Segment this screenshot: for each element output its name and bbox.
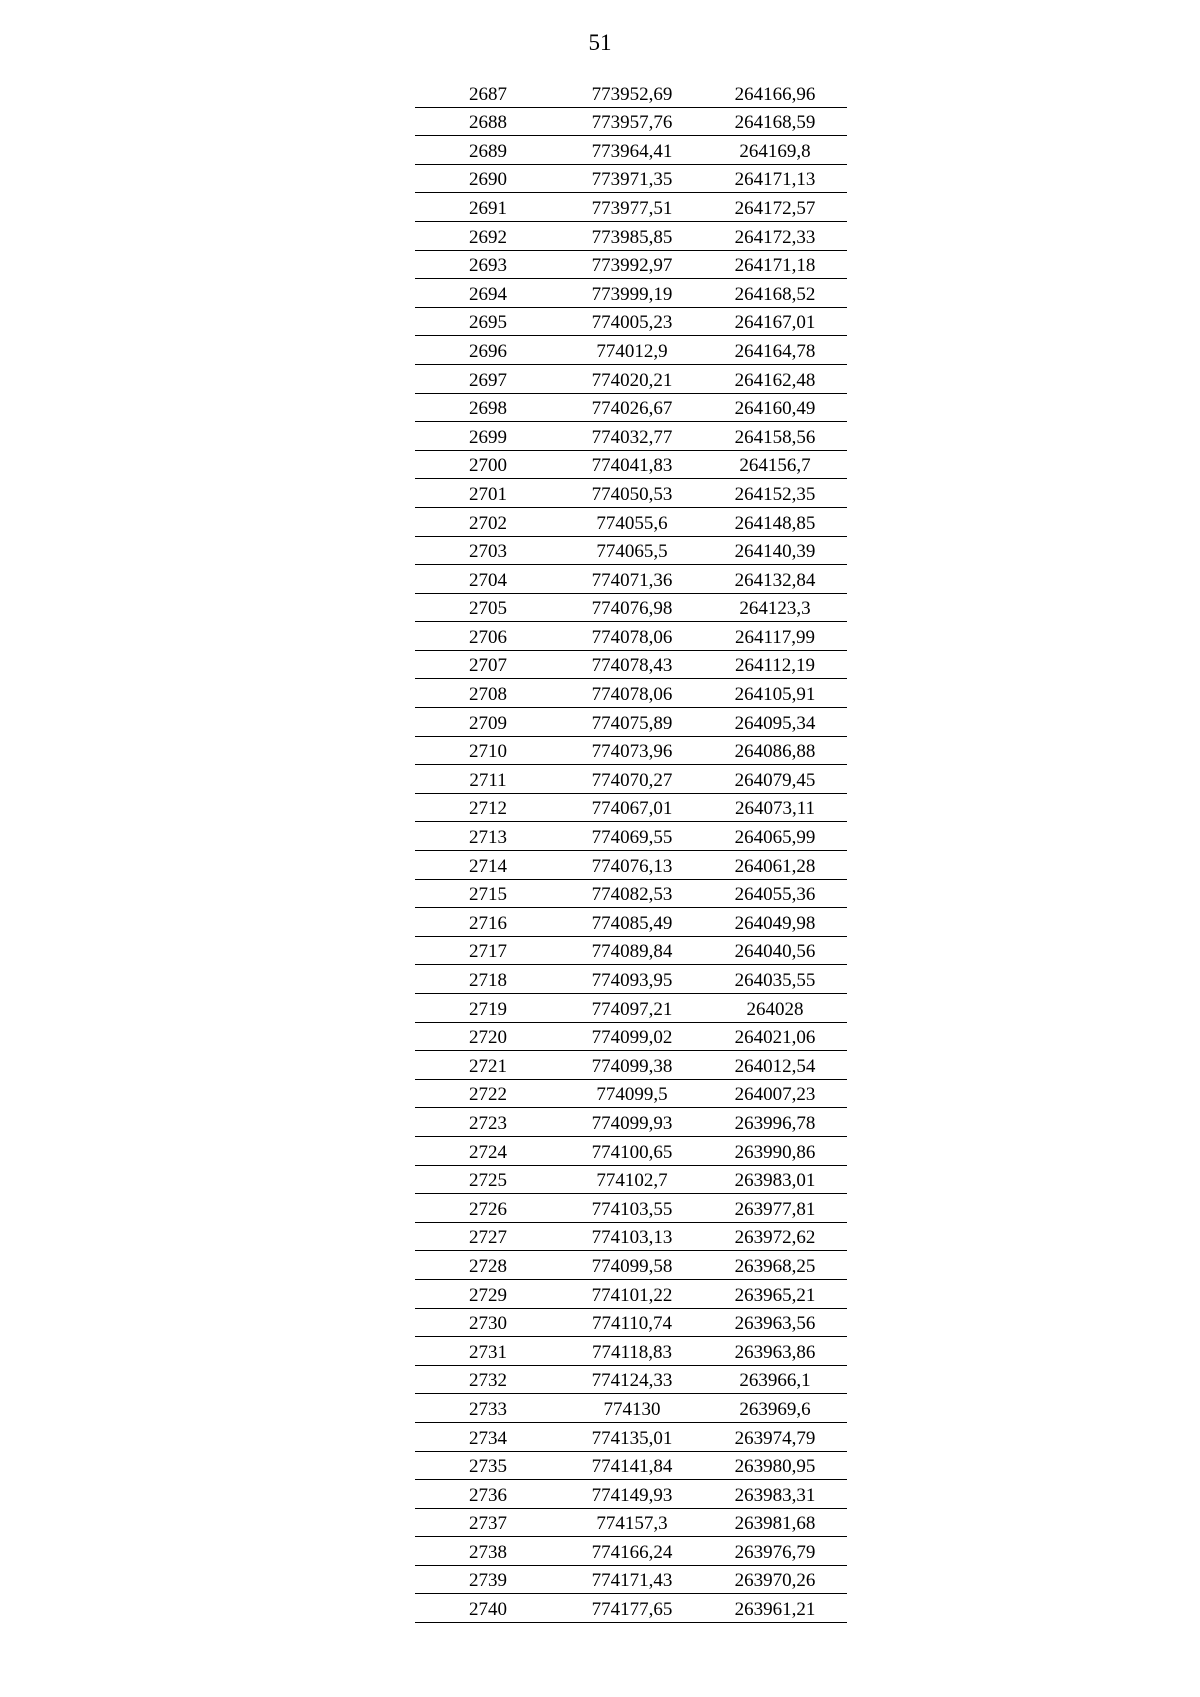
point-number-cell: 2708 bbox=[415, 679, 561, 708]
point-number-cell: 2689 bbox=[415, 136, 561, 165]
point-number-cell: 2740 bbox=[415, 1594, 561, 1623]
point-number-cell: 2710 bbox=[415, 736, 561, 765]
table-row bbox=[415, 879, 847, 908]
x-coordinate-cell: 774157,3 bbox=[561, 1508, 703, 1537]
point-number-cell: 2690 bbox=[415, 164, 561, 193]
x-coordinate-cell: 773957,76 bbox=[561, 107, 703, 136]
x-coordinate-cell: 774070,27 bbox=[561, 765, 703, 794]
y-coordinate-cell: 263963,56 bbox=[703, 1308, 847, 1337]
table-row bbox=[415, 164, 847, 193]
point-number-cell: 2692 bbox=[415, 221, 561, 250]
y-coordinate-cell: 263977,81 bbox=[703, 1194, 847, 1223]
table-row bbox=[415, 593, 847, 622]
x-coordinate-cell: 774041,83 bbox=[561, 450, 703, 479]
table-row bbox=[415, 479, 847, 508]
point-number-cell: 2688 bbox=[415, 107, 561, 136]
table-row bbox=[415, 1136, 847, 1165]
table-row bbox=[415, 650, 847, 679]
table-row bbox=[415, 1565, 847, 1594]
x-coordinate-cell: 774124,33 bbox=[561, 1365, 703, 1394]
point-number-cell: 2717 bbox=[415, 936, 561, 965]
x-coordinate-cell: 774073,96 bbox=[561, 736, 703, 765]
table-row bbox=[415, 1308, 847, 1337]
x-coordinate-cell: 773985,85 bbox=[561, 221, 703, 250]
table-row bbox=[415, 1422, 847, 1451]
x-coordinate-cell: 774103,55 bbox=[561, 1194, 703, 1223]
point-number-cell: 2694 bbox=[415, 279, 561, 308]
y-coordinate-cell: 263968,25 bbox=[703, 1251, 847, 1280]
x-coordinate-cell: 773977,51 bbox=[561, 193, 703, 222]
x-coordinate-cell: 773992,97 bbox=[561, 250, 703, 279]
x-coordinate-cell: 774005,23 bbox=[561, 307, 703, 336]
y-coordinate-cell: 264158,56 bbox=[703, 422, 847, 451]
y-coordinate-cell: 264105,91 bbox=[703, 679, 847, 708]
point-number-cell: 2696 bbox=[415, 336, 561, 365]
x-coordinate-cell: 773971,35 bbox=[561, 164, 703, 193]
point-number-cell: 2712 bbox=[415, 793, 561, 822]
x-coordinate-cell: 774177,65 bbox=[561, 1594, 703, 1623]
point-number-cell: 2716 bbox=[415, 908, 561, 937]
x-coordinate-cell: 774067,01 bbox=[561, 793, 703, 822]
point-number-cell: 2733 bbox=[415, 1394, 561, 1423]
x-coordinate-cell: 774076,98 bbox=[561, 593, 703, 622]
y-coordinate-cell: 264156,7 bbox=[703, 450, 847, 479]
point-number-cell: 2697 bbox=[415, 364, 561, 393]
y-coordinate-cell: 264168,59 bbox=[703, 107, 847, 136]
y-coordinate-cell: 263961,21 bbox=[703, 1594, 847, 1623]
y-coordinate-cell: 264040,56 bbox=[703, 936, 847, 965]
x-coordinate-cell: 774141,84 bbox=[561, 1451, 703, 1480]
table-row bbox=[415, 1451, 847, 1480]
point-number-cell: 2702 bbox=[415, 507, 561, 536]
x-coordinate-cell: 774078,06 bbox=[561, 622, 703, 651]
table-row bbox=[415, 965, 847, 994]
y-coordinate-cell: 264148,85 bbox=[703, 507, 847, 536]
table-row bbox=[415, 507, 847, 536]
point-number-cell: 2699 bbox=[415, 422, 561, 451]
point-number-cell: 2736 bbox=[415, 1480, 561, 1509]
x-coordinate-cell: 773999,19 bbox=[561, 279, 703, 308]
point-number-cell: 2705 bbox=[415, 593, 561, 622]
x-coordinate-cell: 774065,5 bbox=[561, 536, 703, 565]
y-coordinate-cell: 264079,45 bbox=[703, 765, 847, 794]
y-coordinate-cell: 263980,95 bbox=[703, 1451, 847, 1480]
table-row bbox=[415, 736, 847, 765]
y-coordinate-cell: 263969,6 bbox=[703, 1394, 847, 1423]
point-number-cell: 2701 bbox=[415, 479, 561, 508]
y-coordinate-cell: 264012,54 bbox=[703, 1051, 847, 1080]
point-number-cell: 2714 bbox=[415, 851, 561, 880]
table-row bbox=[415, 79, 847, 107]
y-coordinate-cell: 264049,98 bbox=[703, 908, 847, 937]
x-coordinate-cell: 774130 bbox=[561, 1394, 703, 1423]
table-row bbox=[415, 936, 847, 965]
table-row bbox=[415, 708, 847, 737]
x-coordinate-cell: 774075,89 bbox=[561, 708, 703, 737]
table-row bbox=[415, 822, 847, 851]
table-row bbox=[415, 1051, 847, 1080]
x-coordinate-cell: 774100,65 bbox=[561, 1136, 703, 1165]
table-row bbox=[415, 450, 847, 479]
point-number-cell: 2729 bbox=[415, 1279, 561, 1308]
y-coordinate-cell: 263990,86 bbox=[703, 1136, 847, 1165]
table-row bbox=[415, 565, 847, 594]
y-coordinate-cell: 263970,26 bbox=[703, 1565, 847, 1594]
y-coordinate-cell: 264164,78 bbox=[703, 336, 847, 365]
table-row bbox=[415, 136, 847, 165]
x-coordinate-cell: 774097,21 bbox=[561, 994, 703, 1023]
y-coordinate-cell: 264172,57 bbox=[703, 193, 847, 222]
point-number-cell: 2698 bbox=[415, 393, 561, 422]
table-row bbox=[415, 908, 847, 937]
point-number-cell: 2709 bbox=[415, 708, 561, 737]
point-number-cell: 2720 bbox=[415, 1022, 561, 1051]
table-row bbox=[415, 765, 847, 794]
x-coordinate-cell: 774055,6 bbox=[561, 507, 703, 536]
x-coordinate-cell: 774050,53 bbox=[561, 479, 703, 508]
x-coordinate-cell: 774069,55 bbox=[561, 822, 703, 851]
table-row bbox=[415, 1194, 847, 1223]
table-row bbox=[415, 307, 847, 336]
point-number-cell: 2713 bbox=[415, 822, 561, 851]
y-coordinate-cell: 264095,34 bbox=[703, 708, 847, 737]
y-coordinate-cell: 263983,01 bbox=[703, 1165, 847, 1194]
y-coordinate-cell: 264171,18 bbox=[703, 250, 847, 279]
point-number-cell: 2725 bbox=[415, 1165, 561, 1194]
point-number-cell: 2719 bbox=[415, 994, 561, 1023]
point-number-cell: 2726 bbox=[415, 1194, 561, 1223]
x-coordinate-cell: 774135,01 bbox=[561, 1422, 703, 1451]
table-row bbox=[415, 1108, 847, 1137]
x-coordinate-cell: 774102,7 bbox=[561, 1165, 703, 1194]
coordinate-table-body bbox=[415, 79, 847, 1623]
point-number-cell: 2732 bbox=[415, 1365, 561, 1394]
table-row bbox=[415, 1365, 847, 1394]
x-coordinate-cell: 774020,21 bbox=[561, 364, 703, 393]
table-row bbox=[415, 679, 847, 708]
point-number-cell: 2728 bbox=[415, 1251, 561, 1280]
table-row bbox=[415, 536, 847, 565]
point-number-cell: 2724 bbox=[415, 1136, 561, 1165]
table-row bbox=[415, 393, 847, 422]
y-coordinate-cell: 264112,19 bbox=[703, 650, 847, 679]
table-row bbox=[415, 336, 847, 365]
table-row bbox=[415, 1279, 847, 1308]
point-number-cell: 2711 bbox=[415, 765, 561, 794]
point-number-cell: 2707 bbox=[415, 650, 561, 679]
point-number-cell: 2731 bbox=[415, 1337, 561, 1366]
point-number-cell: 2727 bbox=[415, 1222, 561, 1251]
x-coordinate-cell: 774166,24 bbox=[561, 1537, 703, 1566]
y-coordinate-cell: 264035,55 bbox=[703, 965, 847, 994]
table-row bbox=[415, 221, 847, 250]
table-row bbox=[415, 1508, 847, 1537]
x-coordinate-cell: 774093,95 bbox=[561, 965, 703, 994]
point-number-cell: 2721 bbox=[415, 1051, 561, 1080]
y-coordinate-cell: 264162,48 bbox=[703, 364, 847, 393]
point-number-cell: 2695 bbox=[415, 307, 561, 336]
table-row bbox=[415, 994, 847, 1023]
y-coordinate-cell: 264073,11 bbox=[703, 793, 847, 822]
x-coordinate-cell: 773964,41 bbox=[561, 136, 703, 165]
y-coordinate-cell: 263965,21 bbox=[703, 1279, 847, 1308]
x-coordinate-cell: 774078,06 bbox=[561, 679, 703, 708]
x-coordinate-cell: 774012,9 bbox=[561, 336, 703, 365]
table-row bbox=[415, 1251, 847, 1280]
table-row bbox=[415, 851, 847, 880]
y-coordinate-cell: 263983,31 bbox=[703, 1480, 847, 1509]
y-coordinate-cell: 264172,33 bbox=[703, 221, 847, 250]
y-coordinate-cell: 264117,99 bbox=[703, 622, 847, 651]
point-number-cell: 2730 bbox=[415, 1308, 561, 1337]
y-coordinate-cell: 264168,52 bbox=[703, 279, 847, 308]
point-number-cell: 2739 bbox=[415, 1565, 561, 1594]
x-coordinate-cell: 774099,02 bbox=[561, 1022, 703, 1051]
y-coordinate-cell: 264166,96 bbox=[703, 79, 847, 107]
y-coordinate-cell: 263981,68 bbox=[703, 1508, 847, 1537]
x-coordinate-cell: 774099,93 bbox=[561, 1108, 703, 1137]
table-row bbox=[415, 1537, 847, 1566]
point-number-cell: 2737 bbox=[415, 1508, 561, 1537]
x-coordinate-cell: 773952,69 bbox=[561, 79, 703, 107]
point-number-cell: 2718 bbox=[415, 965, 561, 994]
y-coordinate-cell: 263963,86 bbox=[703, 1337, 847, 1366]
table-row bbox=[415, 1022, 847, 1051]
x-coordinate-cell: 774089,84 bbox=[561, 936, 703, 965]
x-coordinate-cell: 774026,67 bbox=[561, 393, 703, 422]
table-row bbox=[415, 622, 847, 651]
page-number: 51 bbox=[588, 30, 612, 55]
y-coordinate-cell: 263966,1 bbox=[703, 1365, 847, 1394]
point-number-cell: 2700 bbox=[415, 450, 561, 479]
point-number-cell: 2687 bbox=[415, 79, 561, 107]
coordinate-table bbox=[415, 79, 847, 1623]
x-coordinate-cell: 774032,77 bbox=[561, 422, 703, 451]
point-number-cell: 2706 bbox=[415, 622, 561, 651]
point-number-cell: 2703 bbox=[415, 536, 561, 565]
y-coordinate-cell: 264028 bbox=[703, 994, 847, 1023]
y-coordinate-cell: 263996,78 bbox=[703, 1108, 847, 1137]
y-coordinate-cell: 264140,39 bbox=[703, 536, 847, 565]
table-row bbox=[415, 279, 847, 308]
x-coordinate-cell: 774082,53 bbox=[561, 879, 703, 908]
y-coordinate-cell: 263974,79 bbox=[703, 1422, 847, 1451]
y-coordinate-cell: 264065,99 bbox=[703, 822, 847, 851]
y-coordinate-cell: 264167,01 bbox=[703, 307, 847, 336]
point-number-cell: 2738 bbox=[415, 1537, 561, 1566]
y-coordinate-cell: 263976,79 bbox=[703, 1537, 847, 1566]
table-row bbox=[415, 422, 847, 451]
y-coordinate-cell: 264007,23 bbox=[703, 1079, 847, 1108]
y-coordinate-cell: 264132,84 bbox=[703, 565, 847, 594]
table-row bbox=[415, 1079, 847, 1108]
table-row bbox=[415, 793, 847, 822]
x-coordinate-cell: 774099,38 bbox=[561, 1051, 703, 1080]
y-coordinate-cell: 264160,49 bbox=[703, 393, 847, 422]
x-coordinate-cell: 774101,22 bbox=[561, 1279, 703, 1308]
table-row bbox=[415, 1222, 847, 1251]
x-coordinate-cell: 774171,43 bbox=[561, 1565, 703, 1594]
x-coordinate-cell: 774099,5 bbox=[561, 1079, 703, 1108]
y-coordinate-cell: 264169,8 bbox=[703, 136, 847, 165]
table-row bbox=[415, 193, 847, 222]
point-number-cell: 2715 bbox=[415, 879, 561, 908]
table-row bbox=[415, 364, 847, 393]
y-coordinate-cell: 264152,35 bbox=[703, 479, 847, 508]
point-number-cell: 2693 bbox=[415, 250, 561, 279]
x-coordinate-cell: 774149,93 bbox=[561, 1480, 703, 1509]
x-coordinate-cell: 774103,13 bbox=[561, 1222, 703, 1251]
table-row bbox=[415, 1480, 847, 1509]
point-number-cell: 2722 bbox=[415, 1079, 561, 1108]
y-coordinate-cell: 264123,3 bbox=[703, 593, 847, 622]
y-coordinate-cell: 264055,36 bbox=[703, 879, 847, 908]
x-coordinate-cell: 774110,74 bbox=[561, 1308, 703, 1337]
y-coordinate-cell: 263972,62 bbox=[703, 1222, 847, 1251]
table-row bbox=[415, 1165, 847, 1194]
y-coordinate-cell: 264086,88 bbox=[703, 736, 847, 765]
table-row bbox=[415, 1337, 847, 1366]
table-row bbox=[415, 1394, 847, 1423]
x-coordinate-cell: 774076,13 bbox=[561, 851, 703, 880]
y-coordinate-cell: 264061,28 bbox=[703, 851, 847, 880]
x-coordinate-cell: 774118,83 bbox=[561, 1337, 703, 1366]
table-row bbox=[415, 250, 847, 279]
x-coordinate-cell: 774071,36 bbox=[561, 565, 703, 594]
y-coordinate-cell: 264021,06 bbox=[703, 1022, 847, 1051]
point-number-cell: 2734 bbox=[415, 1422, 561, 1451]
point-number-cell: 2704 bbox=[415, 565, 561, 594]
x-coordinate-cell: 774078,43 bbox=[561, 650, 703, 679]
point-number-cell: 2723 bbox=[415, 1108, 561, 1137]
table-row bbox=[415, 107, 847, 136]
point-number-cell: 2691 bbox=[415, 193, 561, 222]
x-coordinate-cell: 774099,58 bbox=[561, 1251, 703, 1280]
y-coordinate-cell: 264171,13 bbox=[703, 164, 847, 193]
point-number-cell: 2735 bbox=[415, 1451, 561, 1480]
x-coordinate-cell: 774085,49 bbox=[561, 908, 703, 937]
table-row bbox=[415, 1594, 847, 1623]
